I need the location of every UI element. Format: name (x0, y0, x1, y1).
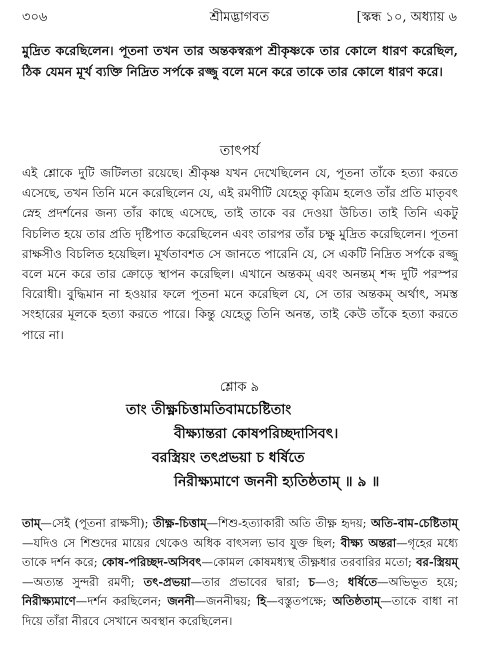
synonym-term: তীক্ষ্ণ-চিত্তাম্ (152, 516, 207, 530)
synonym-term: অতি-বাম-চেষ্টিতাম্ (371, 516, 458, 530)
synonym-term: জননী (167, 594, 195, 609)
translation-paragraph: মুদ্রিত করেছিলেন। পূতনা তখন তার অন্তকস্বরূপ শ্রীকৃষ্ণকে তার কোলে ধারণ করেছিল, ঠিক যেমন মূর্খ ব্যক্তি নিদ্রিত সর্পকে রজ্জু বলে মনে করে তাকে তার কোলে ধারণ করে। (22, 43, 458, 79)
synonym-term: বীক্ষ্য অন্তরা (340, 535, 397, 550)
synonym-meaning: অত্যন্ত সুন্দরী রমণী; (33, 574, 144, 589)
page-number: ৩০৬ (22, 10, 48, 25)
synonym-meaning: তাকে বাধা না দিয়ে তাঁরা নীরবে সেখানে অবস্থান করেছিলেন। (22, 594, 458, 628)
running-title: শ্রীমদ্ভাগবত (209, 10, 270, 25)
synonym-term: তৎ-প্রভয়া (143, 574, 191, 589)
synonym-meaning: ও; (326, 574, 348, 589)
verse-line: বীক্ষ্যান্তরা কোষপরিচ্ছদাসিবৎ। (174, 426, 339, 442)
verse-line: নিরীক্ষ্যমাণে জননী হ্যতিষ্ঠতাম্ ॥ ৯ ॥ (174, 474, 380, 490)
synonym-meaning: জননীদ্বয়; (206, 594, 257, 609)
chapter-reference: [স্কন্ধ ১০, অধ্যায় ৬ (356, 10, 457, 25)
synonym-term: তাম্ (22, 516, 41, 530)
synonym-meaning: যদিও সে শিশুদের মায়ের থেকেও অধিক বাৎসল্য ভাব যুক্ত ছিল; (33, 535, 341, 550)
synonym-meaning: গৃহের মধ্যে তাকে দর্শন করে; (22, 535, 458, 570)
synonym-term: বর-স্ত্রিয়ম্ (416, 555, 458, 570)
purport-paragraph: এই শ্লোকে দুটি জটিলতা রয়েছে। শ্রীকৃষ্ণ যখন দেখেছিলেন যে, পূতনা তাঁকে হত্যা করতে এসেছে, তখন তিনি মনে করেছিলেন যে, এই রমণীটি যেহেতু কৃত্রিম হলেও তাঁর প্রতি মাতৃবৎ স্নেহ প্রদর্শনের জন্য তাঁর কাছে এসেছে, তাই তাকে বর দেওয়া উচিত। তাই তিনি একটু বিচলিত হয়ে তার প্রতি দৃষ্টিপাত করেছিলেন এবং তারপর তাঁর চক্ষু মুদ্রিত করেছিলেন। পূতনা রাক্ষসীও বিচলিত হয়েছিল। মূর্খতাবশত সে জানতে পারেনি যে, সে একটি নিদ্রিত সর্পকে রজ্জু বলে মনে করে তার ক্রোড়ে স্থাপন করেছিল। এখানে অন্তকম্ এবং অনন্তম্ শব্দ দুটি পরস্পর বিরোধী। বুদ্ধিমান না হওয়ার ফলে পূতনা মনে করেছিল যে, সে তার অন্তকম্ অর্থাৎ, সমস্ত সংহারের মূলকে হত্যা করতে পারে। কিন্তু যেহেতু তিনি অনন্ত, তাই কেউ তাঁকে হত্যা করতে পারে না। (22, 166, 458, 342)
verse-line: তাং তীক্ষ্ণচিত্তামতিবামচেষ্টিতাং (126, 402, 292, 418)
synonyms-paragraph: তাম্—সেই (পূতনা রাক্ষসী); তীক্ষ্ণ-চিত্তাম্—শিশু-হত্যাকারী অতি তীক্ষ্ণ হৃদয়; অতি-বাম-চেষ্টিতাম্—যদিও সে শিশুদের মায়ের থেকেও অধিক বাৎসল্য ভাব যুক্ত ছিল; বীক্ষ্য অন্তরা—গৃহের মধ্যে তাকে দর্শন করে; কোষ-পরিচ্ছদ-অসিবৎ—কোমল কোষমধ্যস্থ তীক্ষ্ণধার তরবারির মতো; বর-স্ত্রিয়ম্—অত্যন্ত সুন্দরী রমণী; তৎ-প্রভয়া—তার প্রভাবের দ্বারা; চ—ও; ধর্ষিতে—অভিভূত হয়ে; নিরীক্ষ্যমাণে—দর্শন করছিলেন; জননী—জননীদ্বয়; হি—বস্তুতপক্ষে; অতিষ্ঠতাম্—তাকে বাধা না দিয়ে তাঁরা নীরবে সেখানে অবস্থান করেছিলেন। (22, 516, 459, 628)
synonym-meaning: বস্তুতপক্ষে; (277, 594, 333, 609)
synonym-term: কোষ-পরিচ্ছদ-অসিবৎ (101, 555, 202, 570)
verse-heading: শ্লোক ৯ (219, 380, 260, 395)
synonym-meaning: শিশু-হত্যাকারী অতি তীক্ষ্ণ হৃদয়; (218, 516, 372, 530)
synonym-meaning: দর্শন করছিলেন; (87, 594, 168, 609)
verse-line: বরস্ত্রিয়ং তৎপ্রভয়া চ ধর্ষিতে (152, 450, 305, 466)
synonym-meaning: তার প্রভাবের দ্বারা; (201, 574, 309, 589)
synonym-term: অতিষ্ঠতাম্ (332, 594, 381, 609)
page-header (22, 8, 457, 28)
synonym-term: হি (256, 594, 267, 609)
synonym-meaning: সেই (পূতনা রাক্ষসী); (51, 516, 153, 530)
purport-heading: তাৎপর্য (219, 143, 260, 159)
synonym-meaning: কোমল কোষমধ্যস্থ তীক্ষ্ণধার তরবারির মতো; (212, 555, 417, 570)
synonym-term: চ (308, 574, 315, 589)
synonym-term: নিরীক্ষ্যমাণে (22, 594, 76, 609)
synonym-term: ধর্ষিতে (347, 574, 378, 589)
synonym-meaning: অভিভূত হয়ে; (388, 574, 459, 589)
